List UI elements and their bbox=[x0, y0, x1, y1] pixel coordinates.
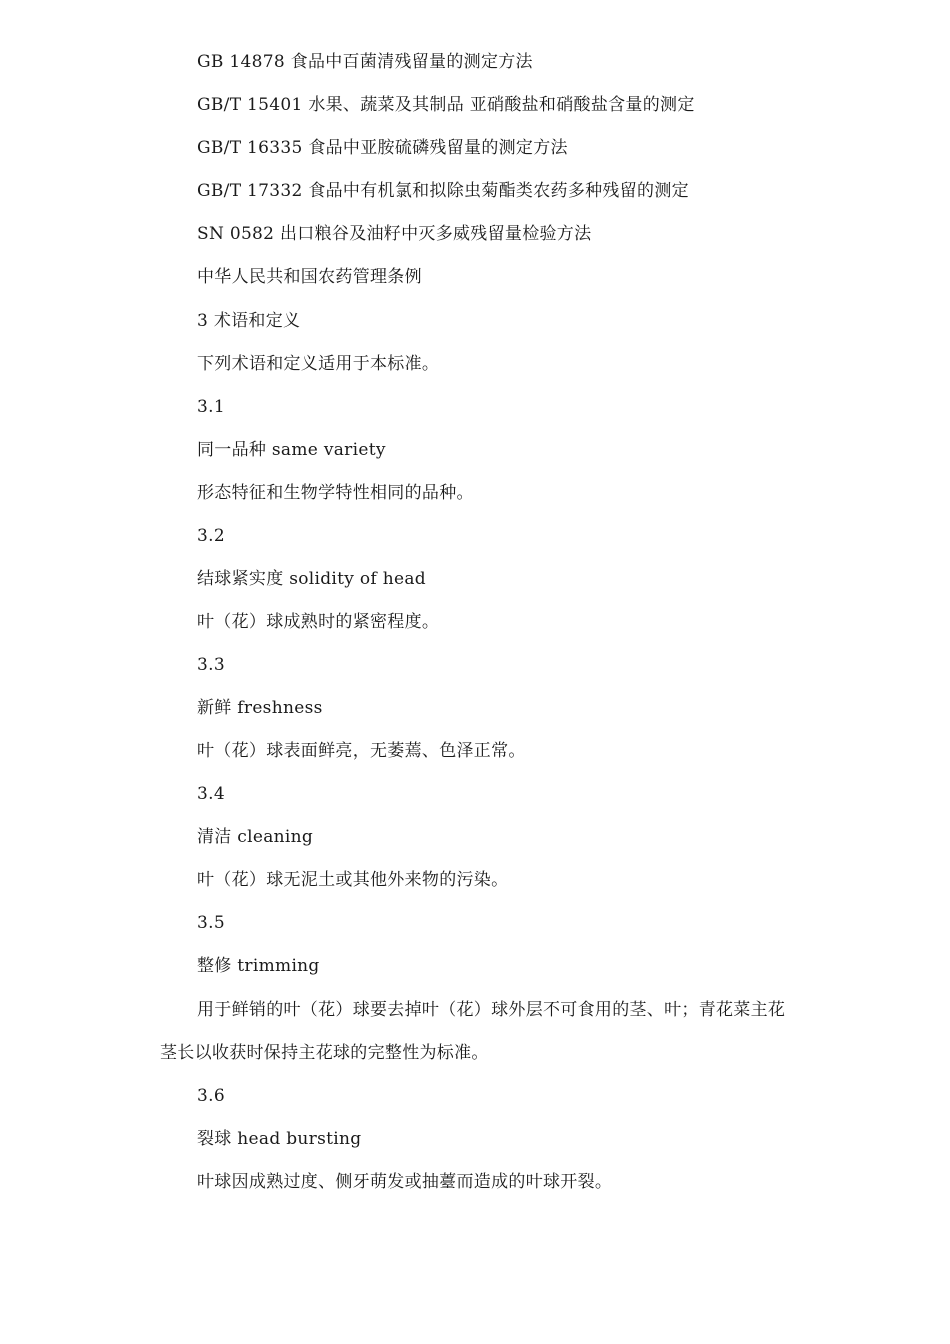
term-title: 裂球 head bursting bbox=[197, 1129, 362, 1149]
term-number: 3.6 bbox=[197, 1086, 225, 1106]
term-title: 同一品种 same variety bbox=[197, 440, 386, 460]
section-intro: 下列术语和定义适用于本标准。 bbox=[197, 354, 440, 374]
term-definition: 用于鲜销的叶（花）球要去掉叶（花）球外层不可食用的茎、叶；青花菜主花 bbox=[197, 1000, 786, 1020]
section-heading: 3 术语和定义 bbox=[197, 311, 301, 331]
term-title: 结球紧实度 solidity of head bbox=[197, 569, 426, 589]
reference-item: GB/T 16335 食品中亚胺硫磷残留量的测定方法 bbox=[197, 138, 568, 158]
term-definition: 叶（花）球无泥土或其他外来物的污染。 bbox=[197, 870, 509, 890]
term-definition: 叶（花）球成熟时的紧密程度。 bbox=[197, 612, 440, 632]
reference-item: SN 0582 出口粮谷及油籽中灭多威残留量检验方法 bbox=[197, 224, 592, 244]
term-title: 新鲜 freshness bbox=[197, 698, 323, 718]
reference-item: GB/T 15401 水果、蔬菜及其制品 亚硝酸盐和硝酸盐含量的测定 bbox=[197, 95, 695, 115]
term-title: 清洁 cleaning bbox=[197, 827, 314, 847]
reference-item: 中华人民共和国农药管理条例 bbox=[197, 267, 422, 287]
term-definition: 叶（花）球表面鲜亮，无萎蔫、色泽正常。 bbox=[197, 741, 526, 761]
reference-item: GB 14878 食品中百菌清残留量的测定方法 bbox=[197, 52, 533, 72]
term-number: 3.3 bbox=[197, 655, 225, 675]
term-definition: 叶球因成熟过度、侧牙萌发或抽薹而造成的叶球开裂。 bbox=[197, 1172, 613, 1192]
term-definition: 形态特征和生物学特性相同的品种。 bbox=[197, 483, 474, 503]
term-number: 3.5 bbox=[197, 913, 225, 933]
term-number: 3.4 bbox=[197, 784, 225, 804]
reference-item: GB/T 17332 食品中有机氯和拟除虫菊酯类农药多种残留的测定 bbox=[197, 181, 689, 201]
term-number: 3.1 bbox=[197, 397, 225, 417]
term-number: 3.2 bbox=[197, 526, 225, 546]
term-title: 整修 trimming bbox=[197, 956, 320, 976]
term-definition-continuation: 茎长以收获时保持主花球的完整性为标准。 bbox=[160, 1043, 489, 1063]
